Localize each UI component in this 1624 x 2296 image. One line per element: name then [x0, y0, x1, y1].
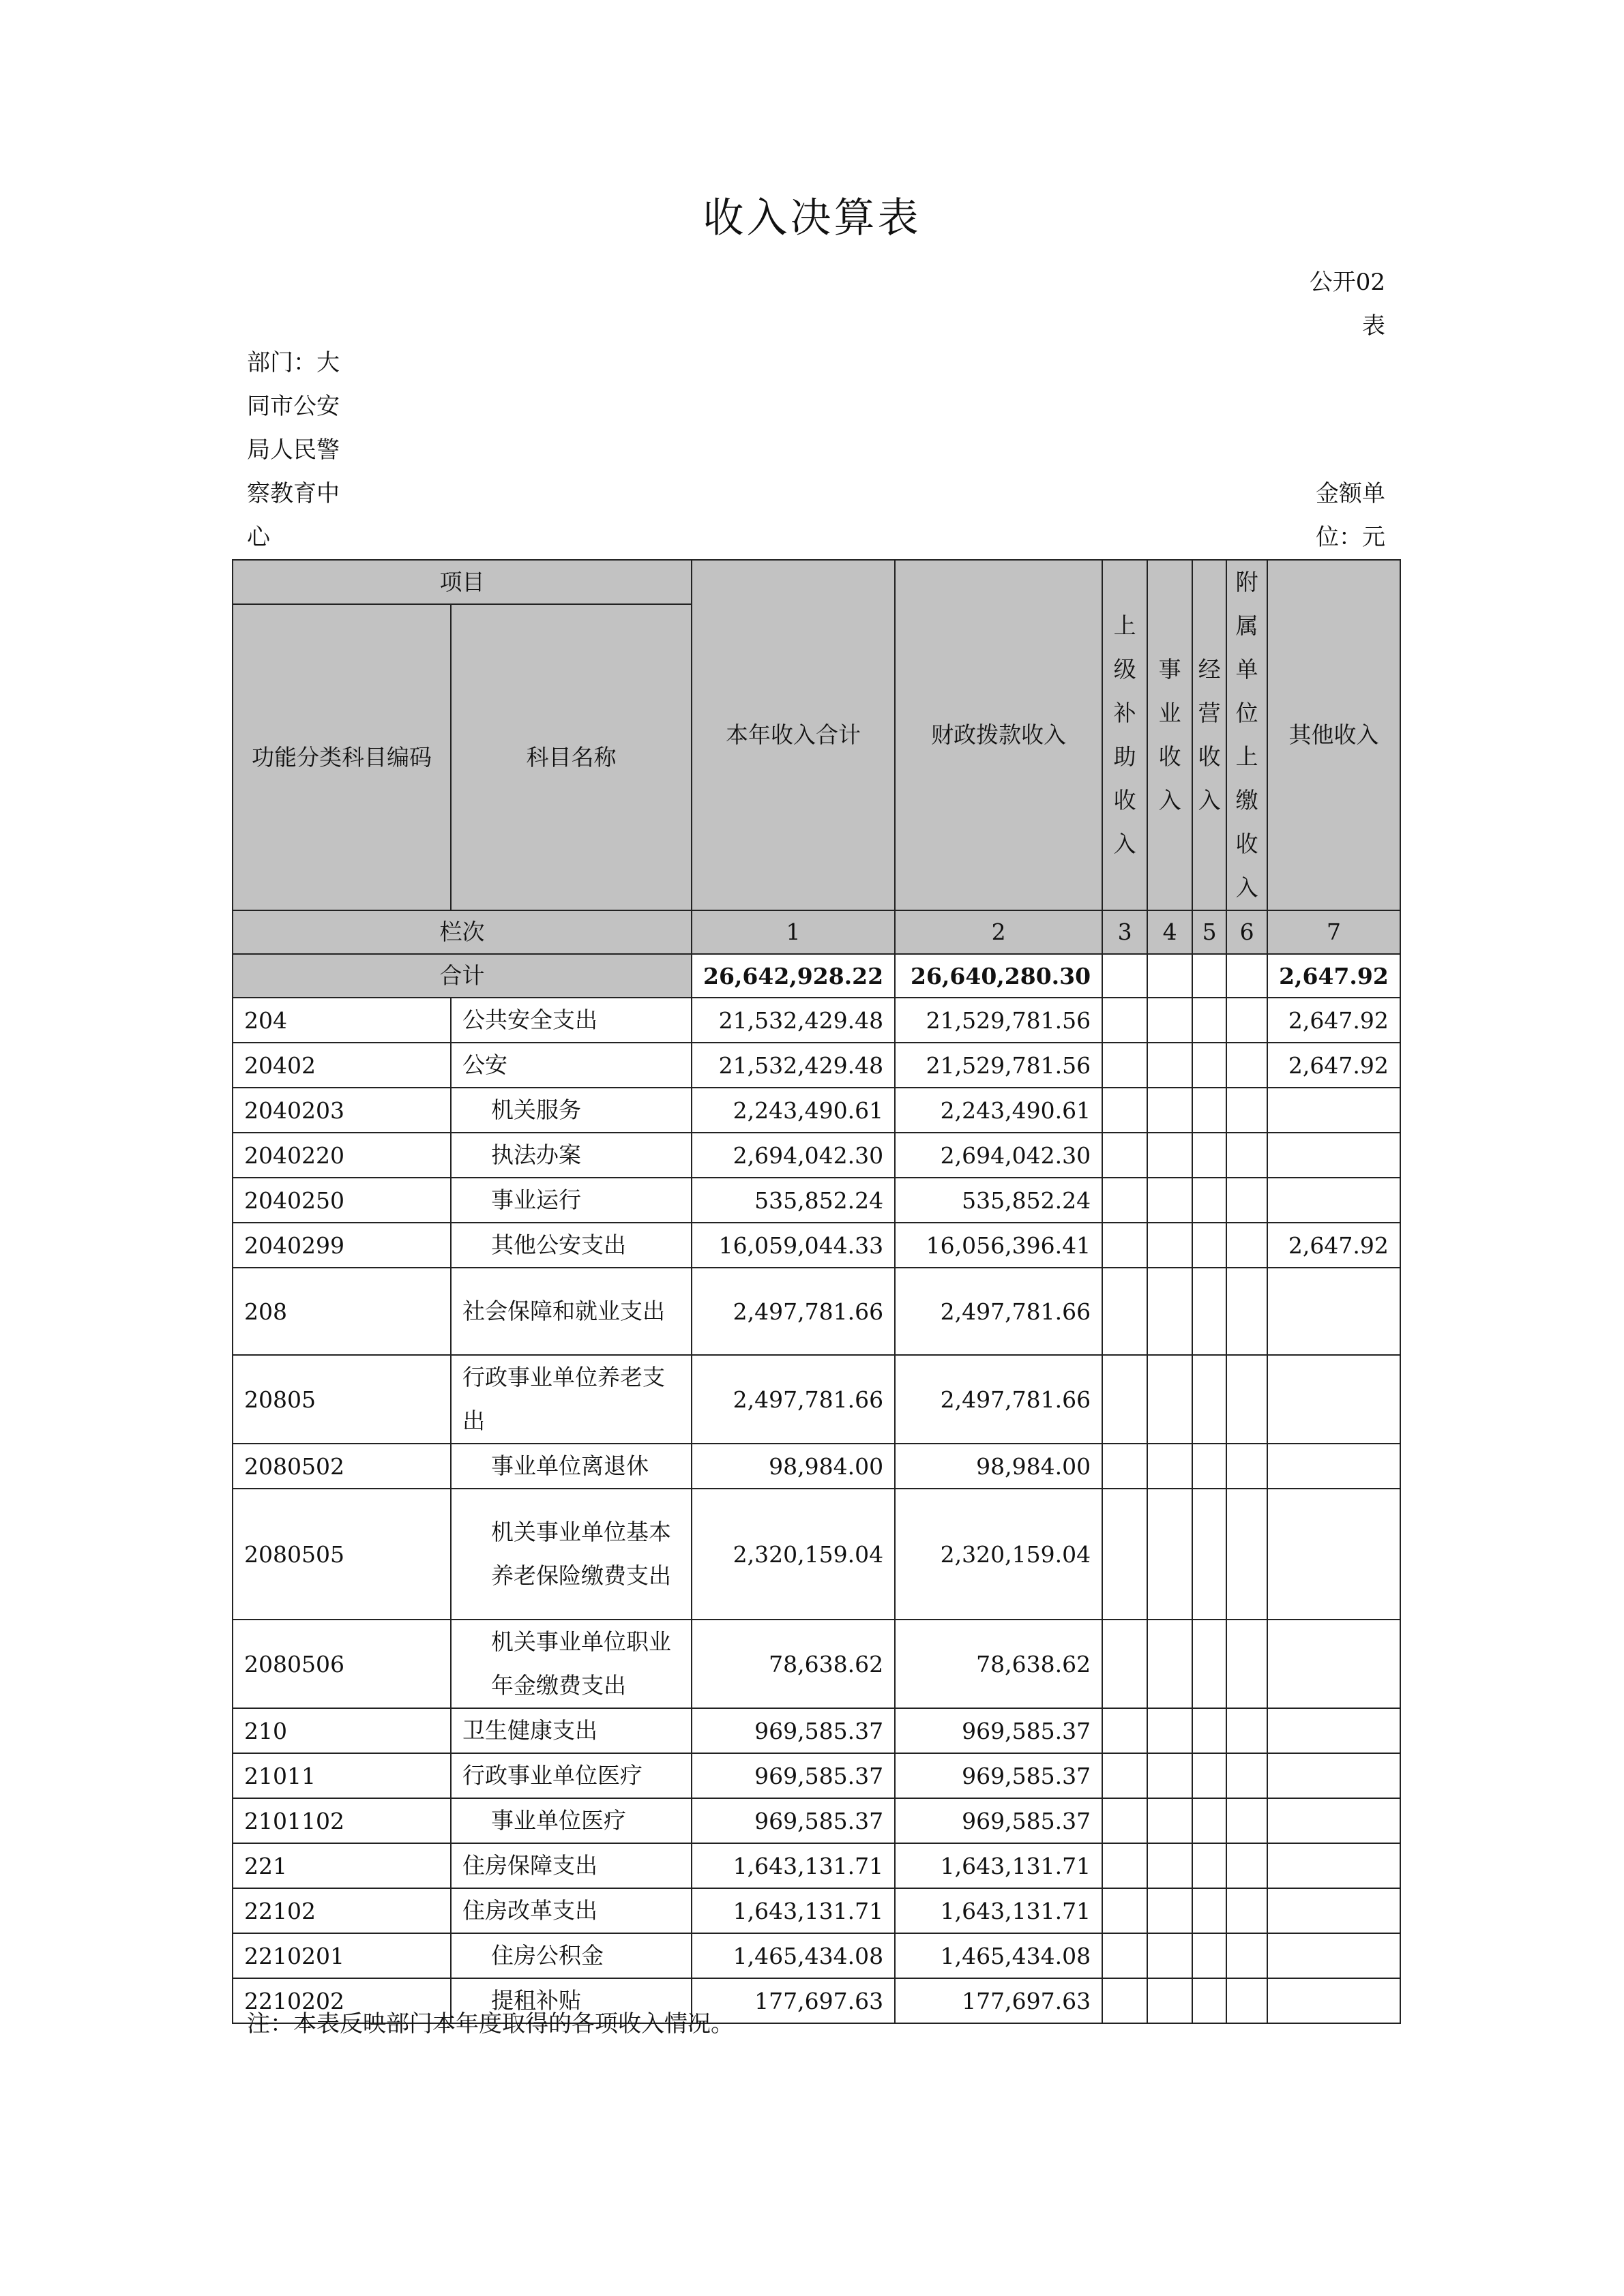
- row-total: 2,497,781.66: [692, 1355, 895, 1444]
- row-code: 20402: [233, 1043, 451, 1088]
- table-row: [233, 1798, 1400, 1843]
- table-row: [233, 1489, 1400, 1620]
- row-code: 2210201: [233, 1933, 451, 1978]
- row-other: [1267, 1178, 1400, 1223]
- header-project: 项目: [233, 560, 692, 604]
- row-total: 1,643,131.71: [692, 1888, 895, 1933]
- table-row: [233, 1708, 1400, 1753]
- header-total: 本年收入合计: [692, 560, 895, 910]
- row-fiscal: 21,529,781.56: [895, 1043, 1102, 1088]
- row-code: 2101102: [233, 1798, 451, 1843]
- table-code: 公开02表: [1309, 269, 1385, 340]
- header-affiliated-income: 附属单位上缴收入: [1226, 560, 1267, 910]
- row-code: 208: [233, 1268, 451, 1355]
- row-fiscal: 16,056,396.41: [895, 1223, 1102, 1268]
- row-other: [1267, 1133, 1400, 1178]
- row-fiscal: 969,585.37: [895, 1708, 1102, 1753]
- table-row: [233, 1888, 1400, 1933]
- row-fiscal: 78,638.62: [895, 1620, 1102, 1708]
- row-total: 2,243,490.61: [692, 1088, 895, 1133]
- table-row: [233, 1268, 1400, 1355]
- row-other: [1267, 1843, 1400, 1888]
- row-fiscal: 535,852.24: [895, 1178, 1102, 1223]
- row-other: [1267, 1489, 1400, 1620]
- table-row: [233, 1620, 1400, 1708]
- row-total: 2,497,781.66: [692, 1268, 895, 1355]
- row-total: 1,643,131.71: [692, 1843, 895, 1888]
- row-other: 2,647.92: [1267, 1043, 1400, 1088]
- row-total: 2,320,159.04: [692, 1489, 895, 1620]
- total-fiscal: 26,640,280.30: [895, 954, 1102, 998]
- row-fiscal: 2,243,490.61: [895, 1088, 1102, 1133]
- row-total: 177,697.63: [692, 1978, 895, 2023]
- row-name: 住房保障支出: [451, 1843, 692, 1888]
- row-code: 204: [233, 998, 451, 1043]
- table-row: [233, 1088, 1400, 1133]
- row-total: 78,638.62: [692, 1620, 895, 1708]
- department-label: 部门：大同市公安局人民警察教育中心: [247, 349, 340, 551]
- row-other: [1267, 1268, 1400, 1355]
- header-code: 功能分类科目编码: [233, 604, 451, 910]
- row-fiscal: 1,465,434.08: [895, 1933, 1102, 1978]
- row-fiscal: 969,585.37: [895, 1798, 1102, 1843]
- amount-unit: 金额单位：元: [1316, 480, 1385, 551]
- table-row: [233, 1933, 1400, 1978]
- header-lanci: 栏次: [233, 910, 692, 954]
- table-row: [233, 1843, 1400, 1888]
- row-total: 2,694,042.30: [692, 1133, 895, 1178]
- row-total: 16,059,044.33: [692, 1223, 895, 1268]
- row-name: 执法办案: [451, 1133, 692, 1178]
- row-fiscal: 2,497,781.66: [895, 1355, 1102, 1444]
- row-name: 机关事业单位职业年金缴费支出: [451, 1620, 692, 1708]
- row-code: 210: [233, 1708, 451, 1753]
- col-num: 4: [1147, 910, 1192, 954]
- header-upper-subsidy: 上级补助收入: [1102, 560, 1147, 910]
- col-num: 1: [692, 910, 895, 954]
- header-other-income: 其他收入: [1267, 560, 1400, 910]
- row-name: 公共安全支出: [451, 998, 692, 1043]
- header-business-income: 经营收入: [1192, 560, 1226, 910]
- row-code: 22102: [233, 1888, 451, 1933]
- table-row: [233, 1444, 1400, 1489]
- row-fiscal: 177,697.63: [895, 1978, 1102, 2023]
- row-name: 住房改革支出: [451, 1888, 692, 1933]
- row-code: 2040220: [233, 1133, 451, 1178]
- page-title: 收入决算表: [703, 194, 921, 242]
- row-total: 969,585.37: [692, 1798, 895, 1843]
- row-code: 2080505: [233, 1489, 451, 1620]
- table-row: [233, 1178, 1400, 1223]
- col-num: 6: [1226, 910, 1267, 954]
- row-code: 2080506: [233, 1620, 451, 1708]
- row-other: [1267, 1888, 1400, 1933]
- header-career-income: 事业收入: [1147, 560, 1192, 910]
- row-code: 2080502: [233, 1444, 451, 1489]
- table-row: [233, 998, 1400, 1043]
- row-fiscal: 2,320,159.04: [895, 1489, 1102, 1620]
- row-code: 2040299: [233, 1223, 451, 1268]
- table-row: [233, 1133, 1400, 1178]
- row-total: 21,532,429.48: [692, 1043, 895, 1088]
- table-row: [233, 1043, 1400, 1088]
- col-num: 7: [1267, 910, 1400, 954]
- row-code: 21011: [233, 1753, 451, 1798]
- header-name: 科目名称: [451, 604, 692, 910]
- row-other: [1267, 1620, 1400, 1708]
- row-other: [1267, 1355, 1400, 1444]
- row-total: 1,465,434.08: [692, 1933, 895, 1978]
- row-code: 2210202: [233, 1978, 451, 2023]
- table-row: [233, 1223, 1400, 1268]
- row-fiscal: 1,643,131.71: [895, 1843, 1102, 1888]
- row-name: 机关事业单位基本养老保险缴费支出: [451, 1489, 692, 1620]
- row-code: 221: [233, 1843, 451, 1888]
- row-other: [1267, 1444, 1400, 1489]
- row-total: 98,984.00: [692, 1444, 895, 1489]
- col-num: 5: [1192, 910, 1226, 954]
- row-name: 提租补贴: [451, 1978, 692, 2023]
- footnote: 注：本表反映部门本年度取得的各项收入情况。: [247, 2010, 734, 2038]
- row-other: 2,647.92: [1267, 1223, 1400, 1268]
- row-other: 2,647.92: [1267, 998, 1400, 1043]
- row-fiscal: 2,497,781.66: [895, 1268, 1102, 1355]
- row-code: 20805: [233, 1355, 451, 1444]
- row-fiscal: 98,984.00: [895, 1444, 1102, 1489]
- row-name: 其他公安支出: [451, 1223, 692, 1268]
- row-other: [1267, 1978, 1400, 2023]
- table-row: [233, 1355, 1400, 1444]
- row-other: [1267, 1708, 1400, 1753]
- col-num: 3: [1102, 910, 1147, 954]
- table-row: [233, 1753, 1400, 1798]
- col-num: 2: [895, 910, 1102, 954]
- row-total: 969,585.37: [692, 1753, 895, 1798]
- row-name: 社会保障和就业支出: [451, 1268, 692, 1355]
- row-fiscal: 1,643,131.71: [895, 1888, 1102, 1933]
- row-name: 机关服务: [451, 1088, 692, 1133]
- row-code: 2040250: [233, 1178, 451, 1223]
- total-row: [233, 954, 1400, 998]
- total-other: 2,647.92: [1267, 954, 1400, 998]
- row-total: 21,532,429.48: [692, 998, 895, 1043]
- row-name: 住房公积金: [451, 1933, 692, 1978]
- row-total: 969,585.37: [692, 1708, 895, 1753]
- total-label: 合计: [233, 954, 692, 998]
- row-other: [1267, 1088, 1400, 1133]
- row-total: 535,852.24: [692, 1178, 895, 1223]
- row-name: 事业单位医疗: [451, 1798, 692, 1843]
- header-fiscal: 财政拨款收入: [895, 560, 1102, 910]
- row-fiscal: 21,529,781.56: [895, 998, 1102, 1043]
- row-name: 行政事业单位养老支出: [451, 1355, 692, 1444]
- row-name: 卫生健康支出: [451, 1708, 692, 1753]
- row-name: 行政事业单位医疗: [451, 1753, 692, 1798]
- row-other: [1267, 1798, 1400, 1843]
- income-table: [232, 559, 1401, 2024]
- total-amount: 26,642,928.22: [692, 954, 895, 998]
- row-other: [1267, 1933, 1400, 1978]
- row-name: 事业单位离退休: [451, 1444, 692, 1489]
- row-other: [1267, 1753, 1400, 1798]
- row-fiscal: 2,694,042.30: [895, 1133, 1102, 1178]
- row-name: 公安: [451, 1043, 692, 1088]
- row-name: 事业运行: [451, 1178, 692, 1223]
- row-code: 2040203: [233, 1088, 451, 1133]
- row-fiscal: 969,585.37: [895, 1753, 1102, 1798]
